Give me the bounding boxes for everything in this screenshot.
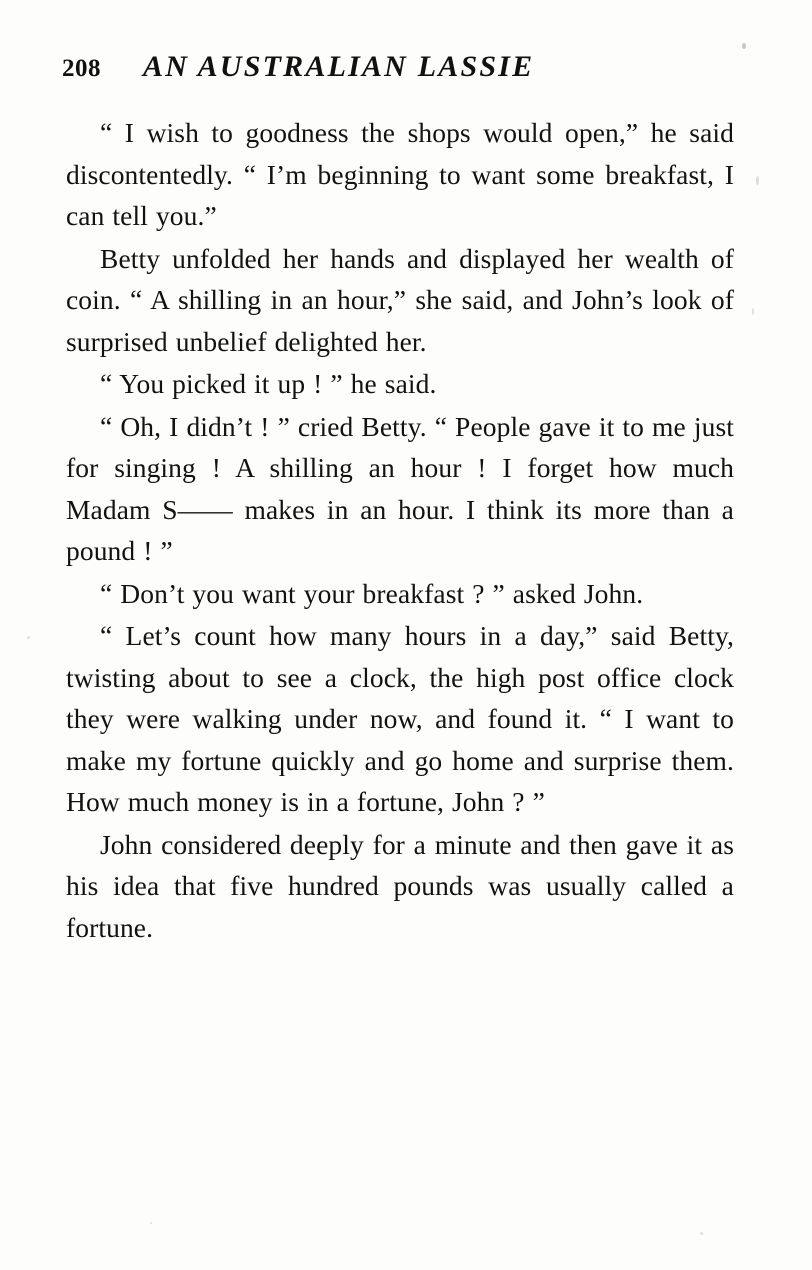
- scan-speck: [742, 43, 746, 49]
- running-title: AN AUSTRALIAN LASSIE: [143, 50, 535, 83]
- paragraph: “ Let’s count how many hours in a day,” said Betty, twisting about to see a clock, the high post office clock they were walking under now, and found it. “ I want to make my fortune quickly and go home and surprise them. How much money is in a fortune, John ? ”: [66, 620, 734, 817]
- paragraph: “ Oh, I didn’t ! ” cried Betty. “ People gave it to me just for singing ! A shilling an hour ! I forget how much Madam S—— makes in an hour. I think its more than a pound ! ”: [66, 410, 734, 566]
- scan-speck: [752, 308, 754, 315]
- paragraph: “ Don’t you want your breakfast ? ” asked John.: [100, 577, 644, 609]
- page-header: [62, 50, 752, 84]
- scan-speck: [150, 1222, 152, 1224]
- scan-speck: [700, 1232, 703, 1235]
- scan-speck: [27, 636, 30, 639]
- paragraph: John considered deeply for a minute and then gave it as his idea that five hundred pounds was usually called a fortune.: [66, 828, 734, 943]
- body-text: [66, 112, 734, 948]
- page-number: 208: [62, 55, 101, 82]
- scan-speck: [756, 176, 759, 185]
- paragraph: “ I wish to goodness the shops would open,” he said discontentedly. “ I’m beginning to want some breakfast, I can tell you.”: [66, 117, 734, 231]
- paragraph: “ You picked it up ! ” he said.: [100, 368, 437, 399]
- paragraph: Betty unfolded her hands and displayed her wealth of coin. “ A shilling in an hour,” she said, and John’s look of surprised unbelief delighted her.: [66, 242, 734, 357]
